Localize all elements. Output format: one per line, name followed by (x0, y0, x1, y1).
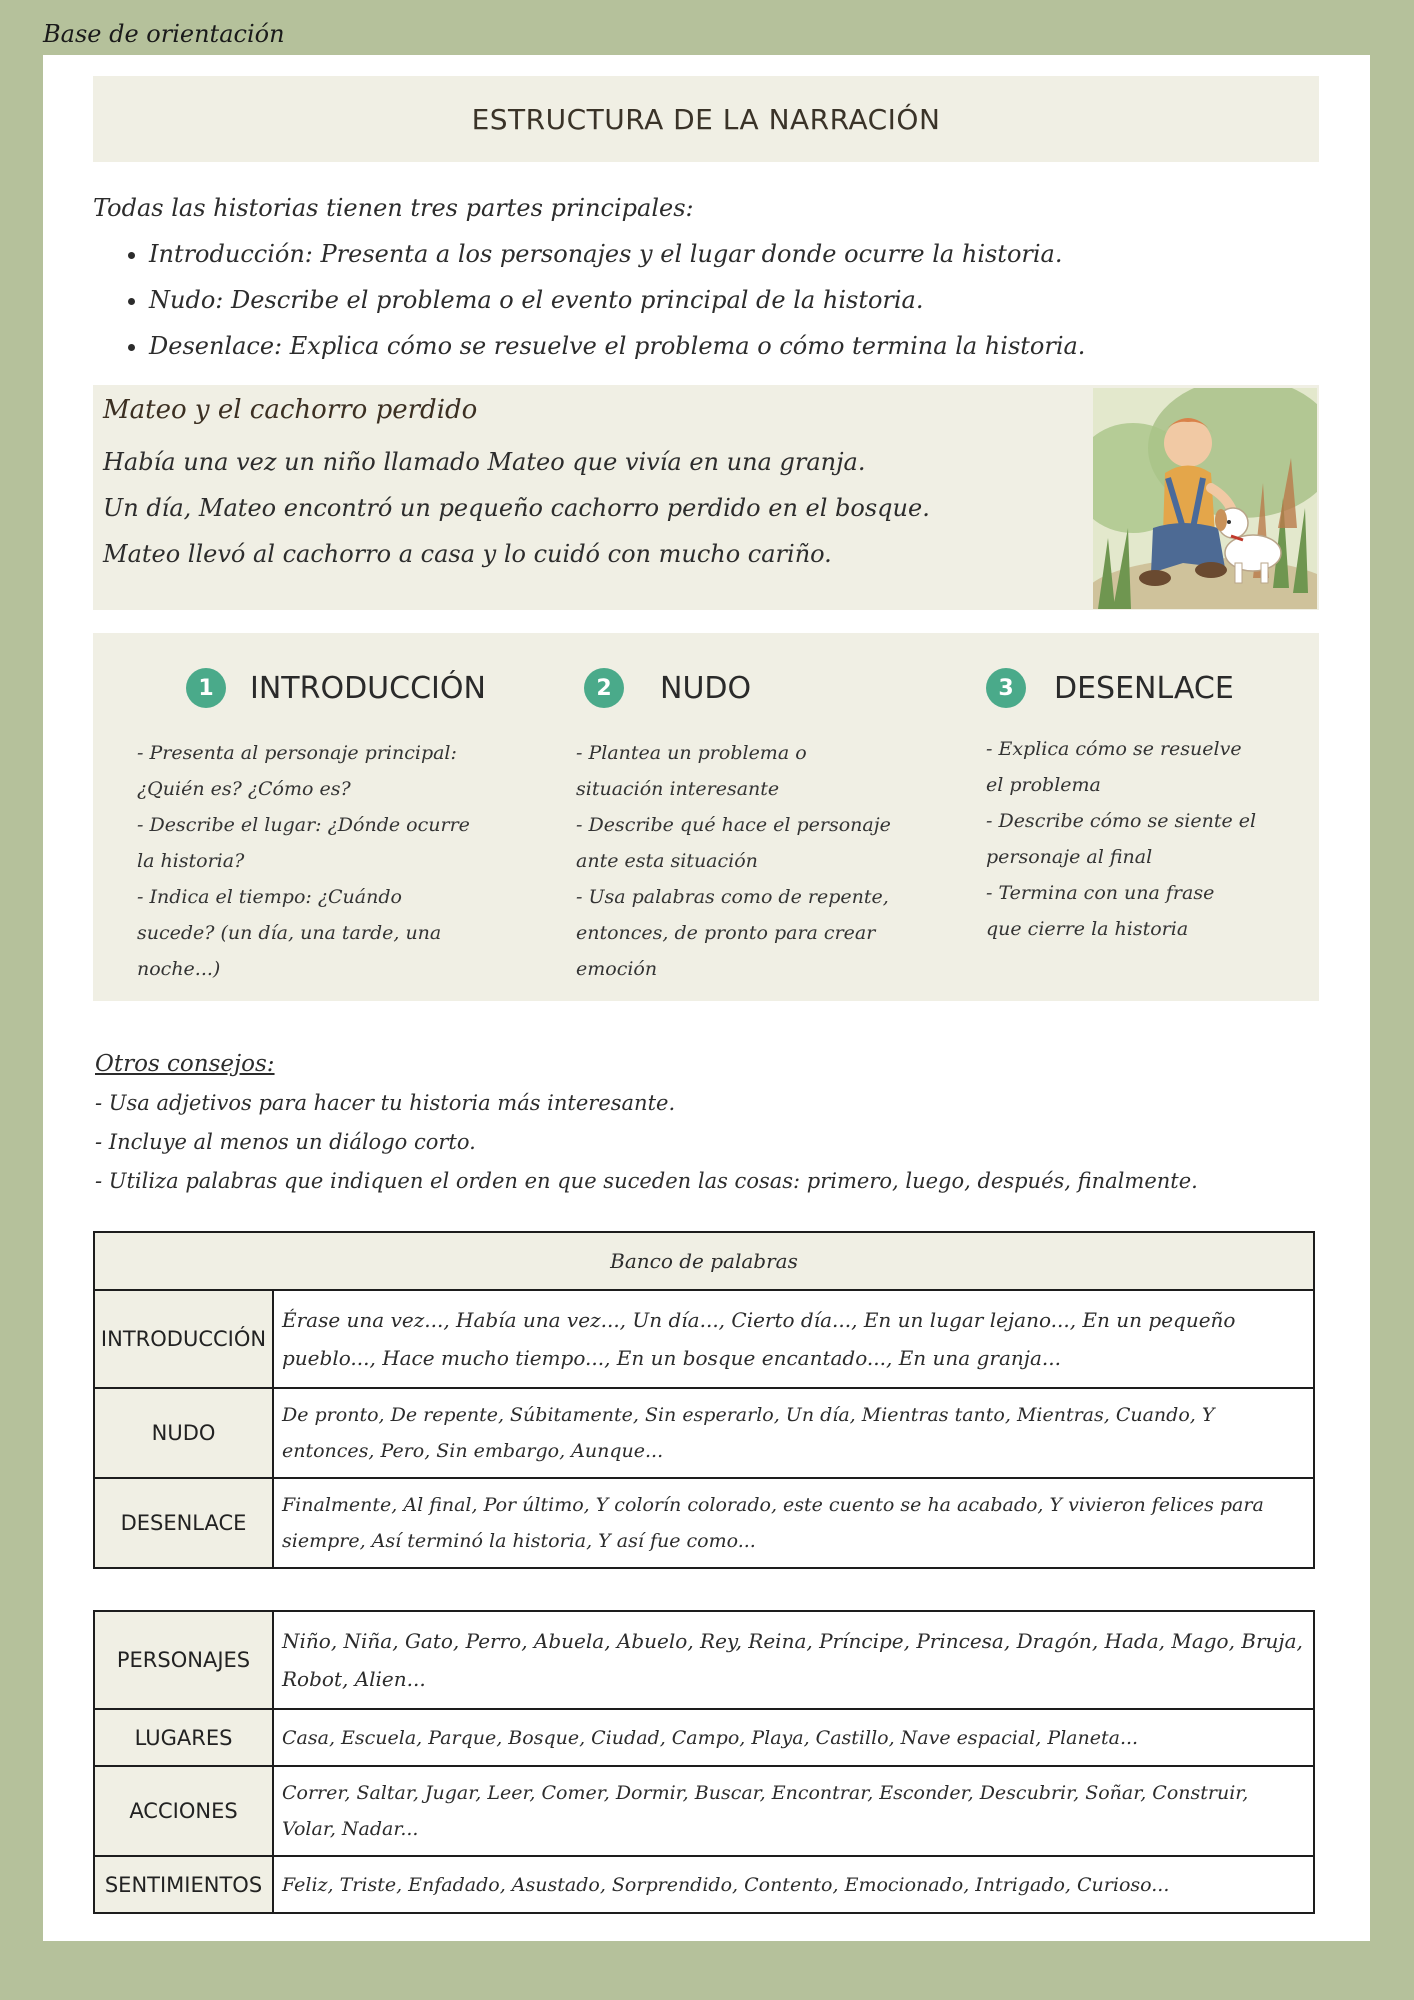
table-row (94, 1388, 1314, 1478)
table-row (94, 1611, 1314, 1709)
row-words: Niño, Niña, Gato, Perro, Abuela, Abuelo, Rey, Reina, Príncipe, Princesa, Dragón, Hada, Mago, Bruja, Robot, Alien... (273, 1611, 1314, 1709)
row-words: Finalmente, Al final, Por último, Y colorín colorado, este cuento se ha acabado, Y vivieron felices para siempre, Así terminó la historia, Y así fue como... (273, 1478, 1314, 1568)
tips-section (95, 1045, 1335, 1201)
part-line: situación interesante (576, 778, 780, 800)
table-row (94, 1856, 1314, 1913)
part-desenlace (986, 663, 1306, 947)
part-description (137, 735, 526, 987)
part-line: - Describe el lugar: ¿Dónde ocurre (137, 814, 470, 836)
part-line: - Usa palabras como de repente, (576, 886, 889, 908)
intro-section (93, 185, 1323, 369)
part-introduccion (137, 663, 526, 987)
part-line: el problema (986, 774, 1101, 796)
part-line: - Explica cómo se resuelve (986, 738, 1242, 760)
narrative-parts-panel (93, 633, 1319, 1001)
row-words: Feliz, Triste, Enfadado, Asustado, Sorprendido, Contento, Emocionado, Intrigado, Curioso... (273, 1856, 1314, 1913)
part-line: emoción (576, 958, 658, 980)
part-line: entonces, de pronto para crear (576, 922, 876, 944)
intro-bullet-desenlace: • Desenlace: Explica cómo se resuelve el problema o cómo termina la historia. (149, 323, 1323, 369)
row-label: PERSONAJES (94, 1611, 273, 1709)
part-line: - Describe qué hace el personaje (576, 814, 891, 836)
tip-item: - Usa adjetivos para hacer tu historia más interesante. (95, 1091, 676, 1115)
intro-bullet-nudo: • Nudo: Describe el problema o el evento principal de la historia. (149, 277, 1323, 323)
part-line: sucede? (un día, una tarde, una (137, 922, 442, 944)
table-row (94, 1766, 1314, 1856)
tip-item: - Incluye al menos un diálogo corto. (95, 1130, 476, 1154)
story-text (103, 439, 1063, 577)
step-number-badge: 3 (986, 668, 1026, 708)
part-description (986, 731, 1306, 947)
part-line: - Describe cómo se siente el (986, 810, 1257, 832)
intro-lead: Todas las historias tienen tres partes principales: (93, 194, 694, 222)
story-line: Había una vez un niño llamado Mateo que vivía en una granja. (103, 448, 866, 476)
table-row (94, 1290, 1314, 1388)
word-bank-header: Banco de palabras (94, 1232, 1314, 1290)
part-line: - Termina con una frase (986, 882, 1215, 904)
part-title: INTRODUCCIÓN (250, 670, 486, 706)
part-description (576, 735, 934, 987)
story-line: Un día, Mateo encontró un pequeño cachorro perdido en el bosque. (103, 494, 930, 522)
example-story-box (93, 385, 1319, 610)
part-line: - Indica el tiempo: ¿Cuándo (137, 886, 402, 908)
word-bank-table (93, 1231, 1315, 1569)
vocabulary-table (93, 1610, 1315, 1914)
boy-and-puppy-illustration (1093, 388, 1317, 609)
part-line: que cierre la historia (986, 918, 1189, 940)
tip-item: - Utiliza palabras que indiquen el orden en que suceden las cosas: primero, luego, después, finalmente. (95, 1169, 1198, 1193)
story-line: Mateo llevó al cachorro a casa y lo cuidó con mucho cariño. (103, 540, 832, 568)
step-number-badge: 2 (584, 668, 624, 708)
page-title: ESTRUCTURA DE LA NARRACIÓN (93, 76, 1319, 162)
part-line: - Presenta al personaje principal: (137, 742, 457, 764)
part-line: - Plantea un problema o (576, 742, 807, 764)
intro-bullet-introduccion: • Introducción: Presenta a los personajes y el lugar donde ocurre la historia. (149, 231, 1323, 277)
row-words: Érase una vez..., Había una vez..., Un día..., Cierto día..., En un lugar lejano..., En un pequeño pueblo..., Hace mucho tiempo..., En un bosque encantado..., En una granja... (273, 1290, 1314, 1388)
part-line: personaje al final (986, 846, 1153, 868)
part-title: NUDO (660, 670, 752, 706)
part-line: la historia? (137, 850, 245, 872)
part-title: DESENLACE (1054, 670, 1234, 706)
row-label: NUDO (94, 1388, 273, 1478)
page-header-label: Base de orientación (43, 20, 285, 48)
row-label: SENTIMIENTOS (94, 1856, 273, 1913)
step-number-badge: 1 (186, 668, 226, 708)
part-line: noche...) (137, 958, 221, 980)
row-label: DESENLACE (94, 1478, 273, 1568)
table-row (94, 1478, 1314, 1568)
story-title: Mateo y el cachorro perdido (103, 395, 478, 425)
tips-title: Otros consejos: (95, 1051, 275, 1077)
table-row (94, 1709, 1314, 1766)
part-line: ¿Quién es? ¿Cómo es? (137, 778, 351, 800)
row-words: Correr, Saltar, Jugar, Leer, Comer, Dormir, Buscar, Encontrar, Esconder, Descubrir, Soñar, Construir, Volar, Nadar... (273, 1766, 1314, 1856)
row-label: INTRODUCCIÓN (94, 1290, 273, 1388)
intro-list (93, 231, 1323, 369)
part-line: ante esta situación (576, 850, 758, 872)
row-words: Casa, Escuela, Parque, Bosque, Ciudad, Campo, Playa, Castillo, Nave espacial, Planeta... (273, 1709, 1314, 1766)
row-label: ACCIONES (94, 1766, 273, 1856)
row-label: LUGARES (94, 1709, 273, 1766)
part-nudo (576, 663, 934, 987)
row-words: De pronto, De repente, Súbitamente, Sin esperarlo, Un día, Mientras tanto, Mientras, Cuando, Y entonces, Pero, Sin embargo, Aunque... (273, 1388, 1314, 1478)
worksheet (43, 55, 1370, 1941)
